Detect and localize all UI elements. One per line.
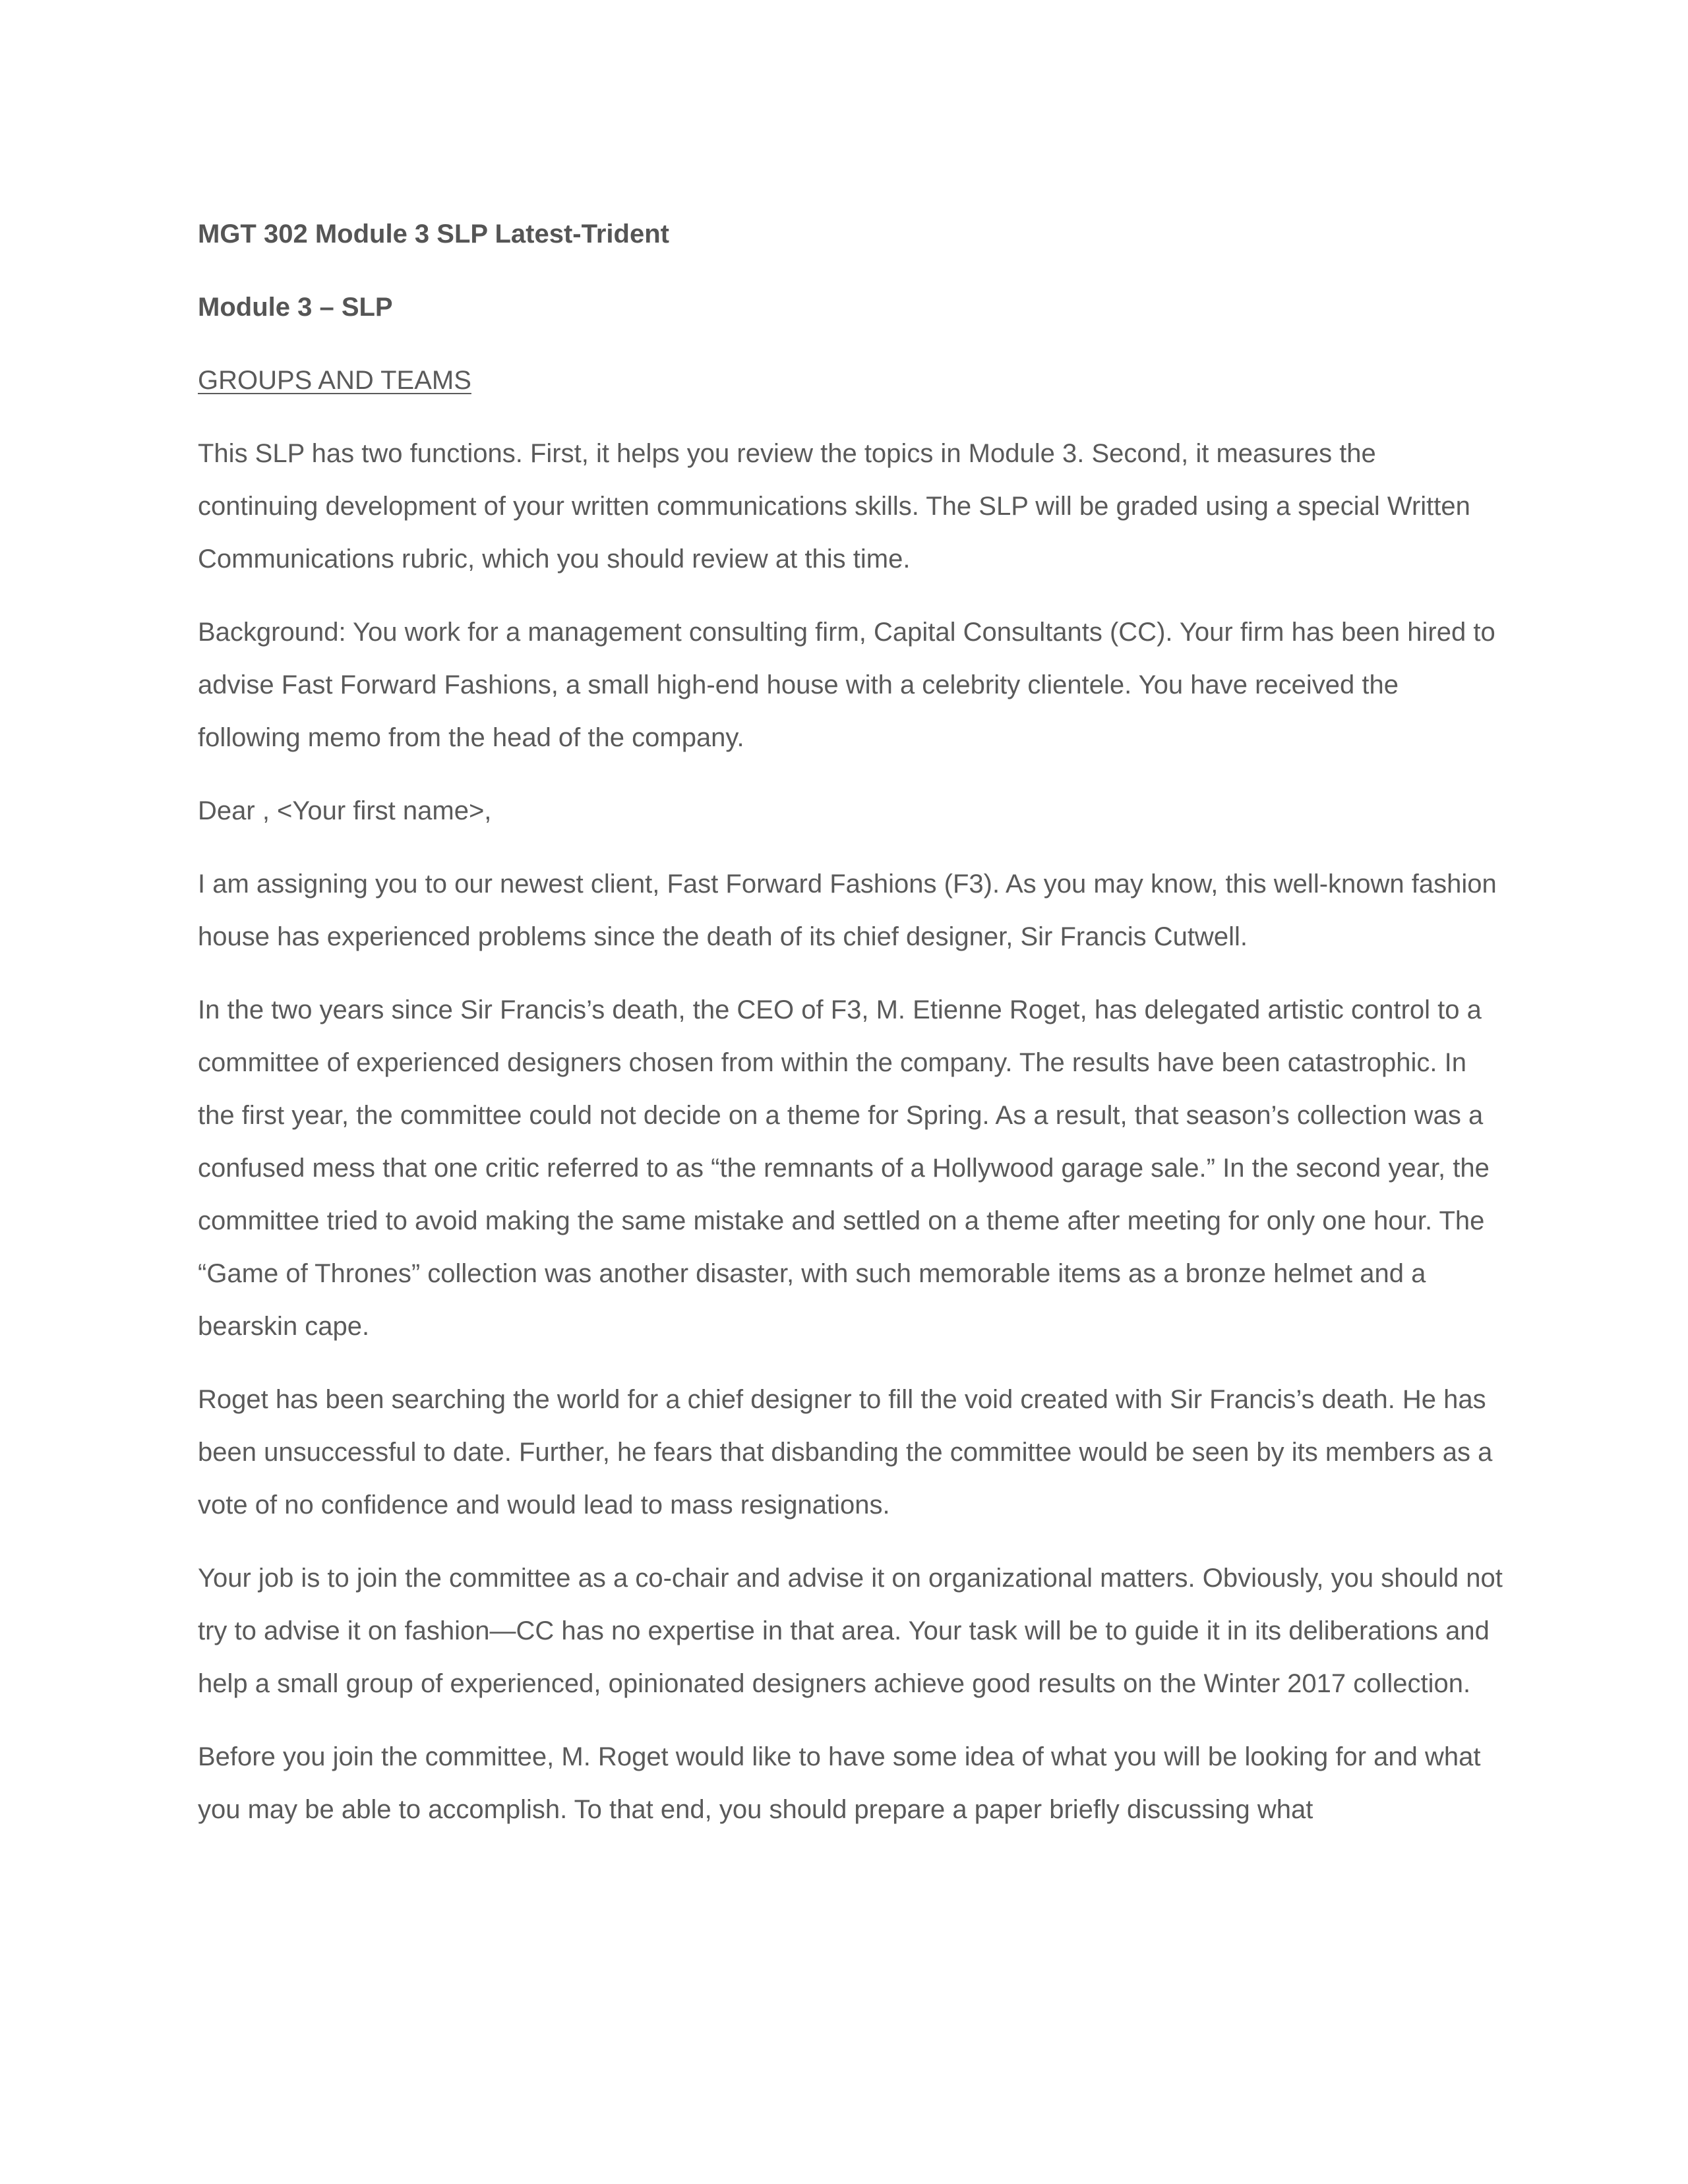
module-heading: Module 3 – SLP <box>198 293 393 322</box>
document-body <box>198 208 1503 1856</box>
paragraph-job: Your job is to join the committee as a co-chair and advise it on organizational matters. Obviously, you should not try to advise it on fashion—CC has no expertise in that area. Your task will be to guide it in its deliberations and help a small group of experienced, opinionated designers achieve good results on the Winter 2017 collection. <box>198 1564 1503 1698</box>
paragraph-task: Before you join the committee, M. Roget would like to have some idea of what you will be looking for and what you may be able to accomplish. To that end, you should prepare a paper briefly discussing what <box>198 1742 1481 1824</box>
paragraph-salutation: Dear , <Your first name>, <box>198 796 492 825</box>
section-heading: GROUPS AND TEAMS <box>198 366 471 395</box>
paragraph-intro: This SLP has two functions. First, it helps you review the topics in Module 3. Second, it measures the continuing development of your written communications skills. The SLP will be graded using a special Written Communications rubric, which you should review at this time. <box>198 439 1470 574</box>
paragraph-assignment: I am assigning you to our newest client, Fast Forward Fashions (F3). As you may know, this well-known fashion house has experienced problems since the death of its chief designer, Sir Francis Cutwell. <box>198 870 1497 951</box>
paragraph-history: In the two years since Sir Francis’s death, the CEO of F3, M. Etienne Roget, has delegated artistic control to a committee of experienced designers chosen from within the company. The results have been catastrophic. In the first year, the committee could not decide on a theme for Spring. As a result, that season’s collection was a confused mess that one critic referred to as “the remnants of a Hollywood garage sale.” In the second year, the committee tried to avoid making the same mistake and settled on a theme after meeting for only one hour. The “Game of Thrones” collection was another disaster, with such memorable items as a bronze helmet and a bearskin cape. <box>198 995 1490 1341</box>
paragraph-search: Roget has been searching the world for a chief designer to fill the void created with Sir Francis’s death. He has been unsuccessful to date. Further, he fears that disbanding the committee would be seen by its members as a vote of no confidence and would lead to mass resignations. <box>198 1385 1493 1520</box>
document-title: MGT 302 Module 3 SLP Latest-Trident <box>198 220 669 249</box>
paragraph-background: Background: You work for a management consulting firm, Capital Consultants (CC). Your firm has been hired to advise Fast Forward Fashions, a small high-end house with a celebrity clientele. You have received the following memo from the head of the company. <box>198 618 1495 752</box>
